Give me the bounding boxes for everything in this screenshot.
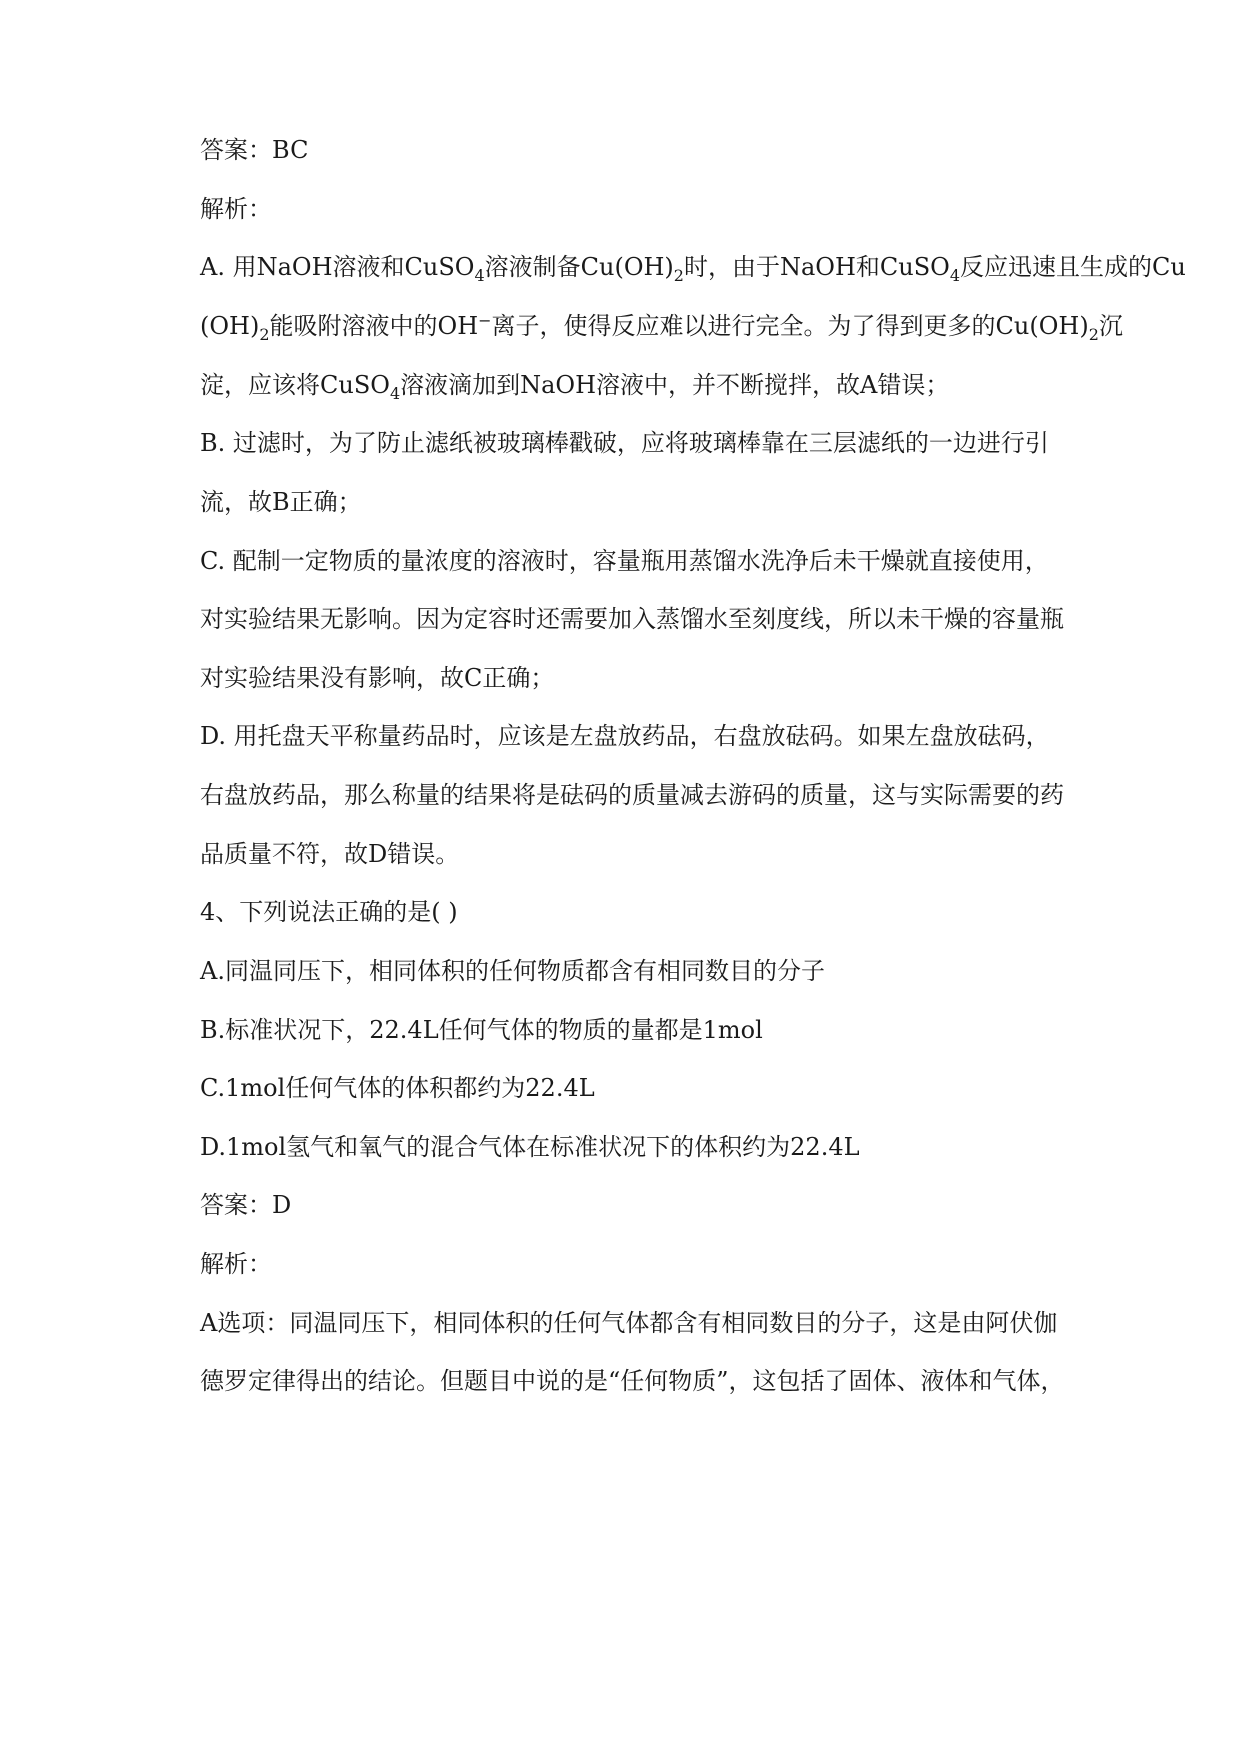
option-a: A.同温同压下，相同体积的任何物质都含有相同数目的分子 <box>200 957 825 985</box>
explanation-a-line-1: A. 用NaOH溶液和CuSO$_4$溶液制备$Cu(OH)_2$时，由于NaOH和CuSO$_4$反应迅速且生成的Cu <box>200 253 1186 285</box>
explanation-d-line-2: 右盘放药品，那么称量的结果将是砝码的质量减去游码的质量，这与实际需要的药 <box>200 781 1064 809</box>
option-b: B.标准状况下，22.4L任何气体的物质的量都是1mol <box>200 1016 763 1044</box>
explanation-d-line-3: 品质量不符，故D错误。 <box>200 840 460 868</box>
question-4: 4、下列说法正确的是( ) <box>200 898 458 926</box>
analysis-label-2: 解析： <box>200 1250 272 1278</box>
explanation-d-line-1: D. 用托盘天平称量药品时，应该是左盘放药品，右盘放砝码。如果左盘放砝码， <box>200 722 1050 750</box>
answer-line: 答案：BC <box>200 136 309 164</box>
explanation-b-line-2: 流，故B正确； <box>200 488 362 516</box>
explanation-a-line-3: 淀，应该将CuSO$_4$溶液滴加到NaOH溶液中，并不断搅拌，故A错误； <box>200 371 950 403</box>
analysis-a-line-2: 德罗定律得出的结论。但题目中说的是“任何物质”，这包括了固体、液体和气体， <box>200 1367 1065 1395</box>
option-d: D.1mol氢气和氧气的混合气体在标准状况下的体积约为22.4L <box>200 1133 860 1161</box>
option-c: C.1mol任何气体的体积都约为22.4L <box>200 1074 595 1102</box>
analysis-a-line-1: A选项：同温同压下，相同体积的任何气体都含有相同数目的分子，这是由阿伏伽 <box>200 1309 1058 1337</box>
explanation-c-line-1: C. 配制一定物质的量浓度的溶液时，容量瓶用蒸馏水洗净后未干燥就直接使用， <box>200 547 1049 575</box>
analysis-label: 解析： <box>200 195 272 223</box>
explanation-c-line-2: 对实验结果无影响。因为定容时还需要加入蒸馏水至刻度线，所以未干燥的容量瓶 <box>200 605 1064 633</box>
answer-line-2: 答案：D <box>200 1191 292 1219</box>
explanation-b-line-1: B. 过滤时，为了防止滤纸被玻璃棒戳破，应将玻璃棒靠在三层滤纸的一边进行引 <box>200 429 1049 457</box>
explanation-c-line-3: 对实验结果没有影响，故C正确； <box>200 664 555 692</box>
explanation-a-line-2: $(OH)_2$能吸附溶液中的OH−离子，使得反应难以进行完全。为了得到更多的$Cu(OH)_2$沉 <box>200 311 1123 344</box>
